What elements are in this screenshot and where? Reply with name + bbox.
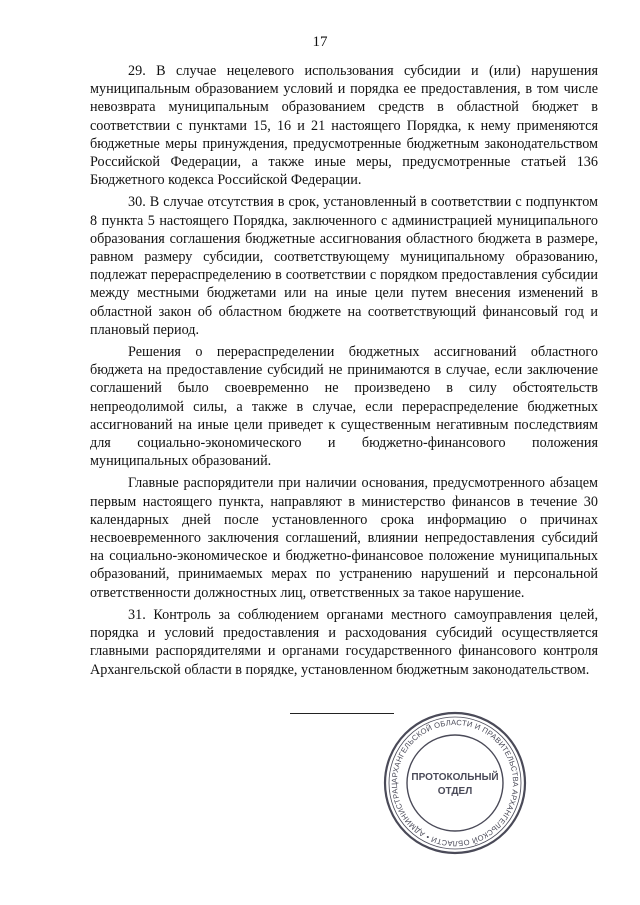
closing-rule: [290, 713, 394, 714]
paragraph-29: 29. В случае нецелевого использования субсидии и (или) нарушения муниципальным образованием условий и порядка ее предоставления, в том числе невозврата муниципальным образованием средств в областной бюджет в соответствии с пунктами 15, 16 и 21 настоящего Порядка, к нему применяются бюджетные меры принуждения, предусмотренные бюджетным законодательством Российской Федерации, а также иные меры, предусмотренные статьей 136 Бюджетного кодекса Российской Федерации.: [90, 63, 598, 189]
stamp-inner-ring: [407, 735, 503, 831]
stamp-seal: [380, 708, 530, 858]
stamp-center-line-1: ПРОТОКОЛЬНЫЙ: [411, 772, 499, 783]
stamp-outer-ring: [385, 713, 525, 853]
paragraph-30-decisions: Решения о перераспределении бюджетных ассигнований областного бюджета на предоставление субсидий не принимаются в случае, если заключение соглашений было своевременно не произведено в силу обстоятельств непреодолимой силы, а также в случае, если перераспределение бюджетных ассигнований на иные цели приведет к существенным негативным последствиям для социально-экономического и бюджетно-финансового положения муниципальных образований.: [90, 344, 598, 470]
document-body: [90, 62, 598, 683]
page-number: 17: [312, 34, 328, 50]
paragraph-30-main-administrators: Главные распорядители при наличии основания, предусмотренного абзацем первым настоящего пункта, направляют в министерство финансов в течение 30 календарных дней после установленного срока информацию о причинах несвоевременного заключения соглашений, влиянии непредоставления субсидий на социально-экономическое и бюджетно-финансовое положение муниципальных образований, принимаемых мерах по устранению нарушений и персональной ответственности должностных лиц, ответственных за такое нарушение.: [90, 475, 598, 601]
stamp-outer-inner-ring: [389, 717, 521, 849]
protocol-department-stamp: [380, 708, 530, 858]
paragraph-31: 31. Контроль за соблюдением органами местного самоуправления целей, порядка и условий предоставления и расходования субсидий осуществляется главными распорядителями и органами государственного финансового контроля Архангельской области в порядке, установленном бюджетным законодательством.: [90, 606, 598, 678]
stamp-center-line-2: ОТДЕЛ: [437, 786, 473, 797]
paragraph-30: 30. В случае отсутствия в срок, установленный в соответствии с подпунктом 8 пункта 5 настоящего Порядка, заключенного с администрацией муниципального образования соглашения бюджетные ассигнования областного бюджета в размере, равном размеру субсидии, соответствующему муниципальному образованию, подлежат перераспределению в соответствии с порядком предоставления субсидии между местными бюджетами или на иные цели путем внесения изменений в областной закон об областном бюджете на соответствующий финансовый год и плановый период.: [90, 194, 598, 338]
stamp-ring-text: АРХАНГЕЛЬСКОЙ ОБЛАСТИ И ПРАВИТЕЛЬСТВА АРХАНГЕЛЬСКОЙ ОБЛАСТИ • АДМИНИСТРАЦ: [389, 717, 521, 849]
